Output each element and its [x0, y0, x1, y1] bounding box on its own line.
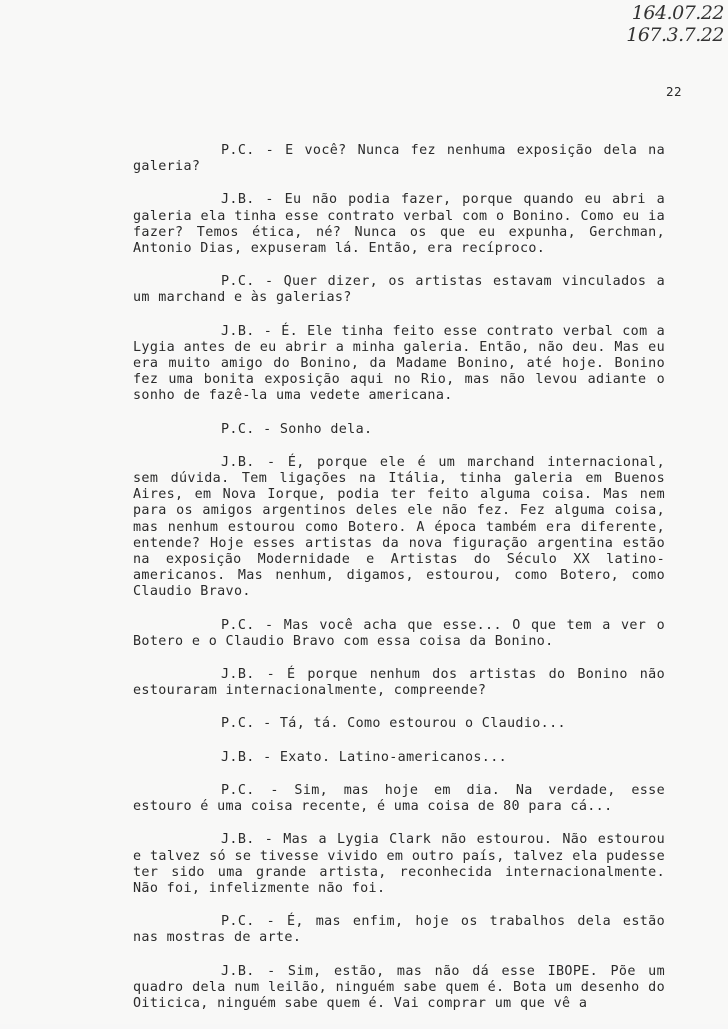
paragraph-text: - É porque nenhum dos artistas do Bonino não estouraram internacionalmente, compreende? — [133, 667, 665, 699]
speaker-label: J.B. — [221, 192, 255, 208]
speaker-label: J.B. — [221, 667, 255, 683]
transcript-paragraph — [133, 716, 665, 732]
transcript-paragraph — [133, 783, 665, 815]
speaker-label: J.B. — [221, 963, 255, 979]
transcript-paragraph — [133, 455, 665, 601]
paragraph-text: - Mas você acha que esse... O que tem a ver o Botero e o Claudio Bravo com essa coisa da Bonino. — [133, 617, 665, 649]
paragraph-text: - Sim, mas hoje em dia. Na verdade, esse estouro é uma coisa recente, é uma coisa de 80 para cá... — [133, 782, 665, 815]
interview-transcript — [133, 143, 665, 1029]
speaker-label: P.C. — [221, 421, 255, 437]
transcript-paragraph — [133, 964, 665, 1013]
page-number: 22 — [665, 84, 682, 99]
paragraph-text: - Eu não podia fazer, porque quando eu abri a galeria ela tinha esse contrato verbal com o Bonino. Como eu ia fazer? Temos ética, né? Nunca os que eu expunha, Gerchman, Antonio Dias, expuseram lá. Então, era recíproco. — [133, 192, 665, 257]
speaker-label: J.B. — [221, 749, 255, 765]
paragraph-text: - É. Ele tinha feito esse contrato verbal com a Lygia antes de eu abrir a minha galeria. Então, não deu. Mas eu era muito amigo do Bonino, da Madame Bonino, até hoje. Bonino fez uma bonita exposição aqui no Rio, mas não levou adiante o sonho de fazê-la uma vedete americana. — [133, 323, 665, 404]
speaker-label: J.B. — [221, 454, 255, 470]
speaker-label: J.B. — [221, 832, 255, 848]
transcript-paragraph — [133, 324, 665, 405]
paragraph-text: - Exato. Latino-americanos... — [254, 749, 508, 765]
paragraph-text: - É, mas enfim, hoje os trabalhos dela estão nas mostras de arte. — [133, 914, 665, 946]
paragraph-text: - Mas a Lygia Clark não estourou. Não estourou e talvez só se tivesse vivido em outro país, talvez ela pudesse ter sido uma grande artista, reconhecida internacionalmente. Não foi, infelizmente não foi. — [133, 832, 665, 896]
handwritten-archive-marks — [626, 2, 724, 46]
paragraph-text: - É, porque ele é um marchand internacional, sem dúvida. Tem ligações na Itália, tinha galeria em Buenos Aires, em Nova Iorque, podia ter feito alguma coisa. Mas nem para os amigos argentinos deles ele não fez. Fez alguma coisa, mas nenhum estourou como Botero. A época também era diferente, entende? Hoje esses artistas da nova figuração argentina estão na exposição Modernidade e Artistas do Século XX latino-americanos. Mas nenhum, digamos, estourou, como Botero, como Claudio Bravo. — [133, 454, 665, 600]
speaker-label: P.C. — [221, 274, 255, 290]
speaker-label: P.C. — [221, 914, 255, 930]
speaker-label: P.C. — [221, 716, 255, 732]
transcript-paragraph — [133, 192, 665, 257]
paragraph-text: - Sim, estão, mas não dá esse IBOPE. Põe um quadro dela num leilão, ninguém sabe quem é. Bota um desenho do Oiticica, ninguém sabe quem é. Vai comprar um que vê a — [133, 963, 665, 1011]
speaker-label: P.C. — [221, 617, 255, 633]
transcript-paragraph — [133, 143, 665, 175]
speaker-label: P.C. — [221, 782, 255, 798]
speaker-label: P.C. — [221, 143, 255, 158]
transcript-paragraph — [133, 667, 665, 699]
paragraph-text: - Quer dizer, os artistas estavam vinculados a um marchand e às galerias? — [133, 274, 665, 306]
paragraph-text: - Sonho dela. — [254, 421, 373, 437]
transcript-paragraph — [133, 832, 665, 897]
paragraph-text: - E você? Nunca fez nenhuma exposição dela na galeria? — [133, 143, 665, 175]
archive-mark: 164.07.22 — [631, 2, 724, 24]
paragraph-text: - Tá, tá. Como estourou o Claudio... — [254, 716, 566, 732]
transcript-paragraph — [133, 618, 665, 650]
transcript-paragraph — [133, 914, 665, 946]
speaker-label: J.B. — [221, 323, 255, 339]
transcript-paragraph — [133, 274, 665, 306]
transcript-paragraph — [133, 750, 665, 766]
archive-mark: 167.3.7.22 — [626, 24, 724, 46]
transcript-paragraph — [133, 422, 665, 438]
